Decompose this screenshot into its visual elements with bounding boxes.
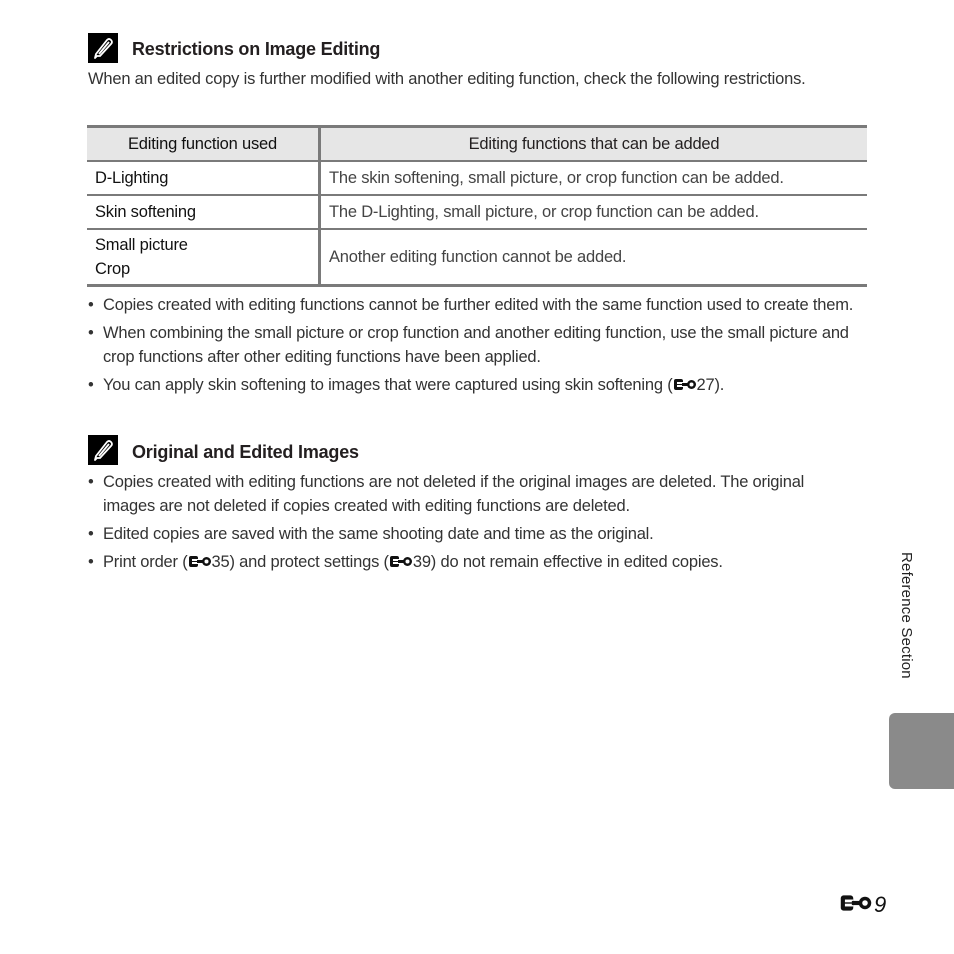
bullet-text: ) do not remain effective in edited copies. <box>430 553 723 571</box>
reference-page: 27 <box>696 376 715 394</box>
table-header-function-used: Editing function used <box>87 127 320 162</box>
pencil-note-icon <box>88 435 118 465</box>
list-item <box>88 522 858 546</box>
bullet-dot: • <box>88 525 94 543</box>
section-title-original-edited: Original and Edited Images <box>132 442 359 462</box>
original-edited-bullet-list <box>88 470 858 579</box>
intro-paragraph: When an edited copy is further modified with another editing function, check the following restrictions. <box>88 70 806 88</box>
list-item <box>88 321 858 369</box>
reference-section-icon <box>674 374 696 398</box>
table-header-functions-added: Editing functions that can be added <box>320 127 868 162</box>
bullet-text: Copies created with editing functions are not deleted if the original images are deleted. The original images are not deleted if copies created with editing functions are deleted. <box>103 473 805 515</box>
bullet-text: You can apply skin softening to images that were captured using skin softening ( <box>103 376 673 394</box>
table-row <box>87 229 867 286</box>
restrictions-bullet-list <box>88 293 858 402</box>
table-cell-allowed: The skin softening, small picture, or crop function can be added. <box>320 161 868 195</box>
bullet-dot: • <box>88 473 94 491</box>
table-cell-function-line: Small picture <box>95 236 188 254</box>
reference-section-icon <box>390 551 412 575</box>
bullet-text: Edited copies are saved with the same shooting date and time as the original. <box>103 525 654 543</box>
bullet-dot: • <box>88 324 94 342</box>
table-row <box>87 161 867 195</box>
page-number-value: 9 <box>874 892 887 917</box>
bullet-text: Print order ( <box>103 553 188 571</box>
editing-restrictions-table <box>87 125 867 287</box>
bullet-text: ). <box>714 376 725 394</box>
list-item <box>88 470 858 518</box>
bullet-dot: • <box>88 376 94 394</box>
table-cell-allowed: The D-Lighting, small picture, or crop function can be added. <box>320 195 868 229</box>
bullet-text: When combining the small picture or crop function and another editing function, use the small picture and crop functions after other editing functions have been applied. <box>103 324 849 366</box>
table-cell-function: Skin softening <box>87 195 320 229</box>
reference-page: 35 <box>211 553 230 571</box>
list-item <box>88 373 858 398</box>
section-tab[interactable] <box>889 713 954 789</box>
bullet-text: ) and protect settings ( <box>229 553 389 571</box>
reference-section-icon <box>189 551 211 575</box>
bullet-dot: • <box>88 296 94 314</box>
table-row <box>87 195 867 229</box>
side-section-label: Reference Section <box>898 552 915 679</box>
bullet-text: Copies created with editing functions cannot be further edited with the same function used to create them. <box>103 296 854 314</box>
table-cell-function <box>87 229 320 286</box>
table-cell-function: D-Lighting <box>87 161 320 195</box>
pencil-note-icon <box>88 33 118 63</box>
list-item <box>88 550 858 575</box>
bullet-dot: • <box>88 553 94 571</box>
table-cell-function-line: Crop <box>95 260 130 278</box>
reference-section-icon <box>840 892 872 918</box>
list-item <box>88 293 858 317</box>
table-header-row <box>87 127 867 162</box>
reference-page: 39 <box>412 553 431 571</box>
section-title-restrictions: Restrictions on Image Editing <box>132 39 381 59</box>
page-number <box>840 892 886 918</box>
table-cell-allowed: Another editing function cannot be added. <box>320 229 868 286</box>
